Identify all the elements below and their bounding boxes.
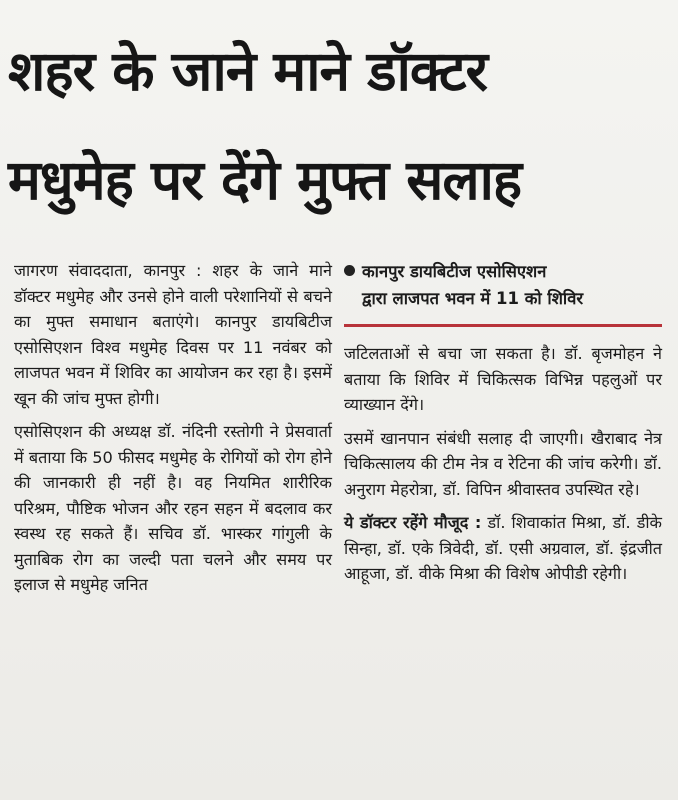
subheading [344,258,662,312]
paragraph-lead: ये डॉक्टर रहेंगे मौजूद : [344,513,482,532]
article-paragraph: एसोसिएशन की अध्यक्ष डॉ. नंदिनी रस्तोगी ने प्रेसवार्ता में बताया कि 50 फीसद मधुमेह के रोगियों को रोग होने की जानकारी ही नहीं है। वह नियमित शारीरिक परिश्रम, पौष्टिक भोजन और रहन सहन में बदलाव कर स्वस्थ रह सकते हैं। सचिव डॉ. भास्कर गांगुली के मुताबिक रोग का जल्दी पता चलने और समय पर इलाज से मधुमेह जनित [14,422,332,594]
article-paragraph: उसमें खानपान संबंधी सलाह दी जाएगी। खैराबाद नेत्र चिकित्सालय की टीम नेत्र व रेटिना की जांच करेगी। डॉ. अनुराग मेहरोत्रा, डॉ. विपिन श्रीवास्तव उपस्थित रहे। [344,428,662,499]
headline-line-2: मधुमेह पर देंगे मुफ्त सलाह [8,148,522,212]
subheading-line-2: द्वारा लाजपत भवन में 11 को शिविर [362,289,584,308]
bullet-icon [344,265,355,276]
article-right-column [344,258,662,595]
article-paragraph: जटिलताओं से बचा जा सकता है। डॉ. बृजमोहन ने बताया कि शिविर में चिकित्सक विभिन्न पहलुओं पर व्याख्यान देंगे। [344,344,662,414]
article-paragraph: जागरण संवाददाता, कानपुर : शहर के जाने माने डॉक्टर मधुमेह और उनसे होने वाली परेशानियों से बचने का मुफ्त समाधान बताएंगे। कानपुर डायबिटीज एसोसिएशन विश्व मधुमेह दिवस पर 11 नवंबर को लाजपत भवन में शिविर का आयोजन कर रहा है। इसमें खून की जांच मुफ्त होगी। [14,261,332,408]
divider-rule [344,324,662,327]
article-paragraph [344,510,662,587]
paragraph-body: डॉ. शिवाकांत मिश्रा, डॉ. डीके सिन्हा, डॉ. एके त्रिवेदी, डॉ. एसी अग्रवाल, डॉ. इंद्रजीत आहूजा, डॉ. वीके मिश्रा की विशेष ओपीडी रहेगी। [344,513,662,583]
article-left-column [14,258,332,606]
subheading-line-1: कानपुर डायबिटीज एसोसिएशन [362,262,547,281]
headline-line-1: शहर के जाने माने डॉक्टर [8,39,488,103]
